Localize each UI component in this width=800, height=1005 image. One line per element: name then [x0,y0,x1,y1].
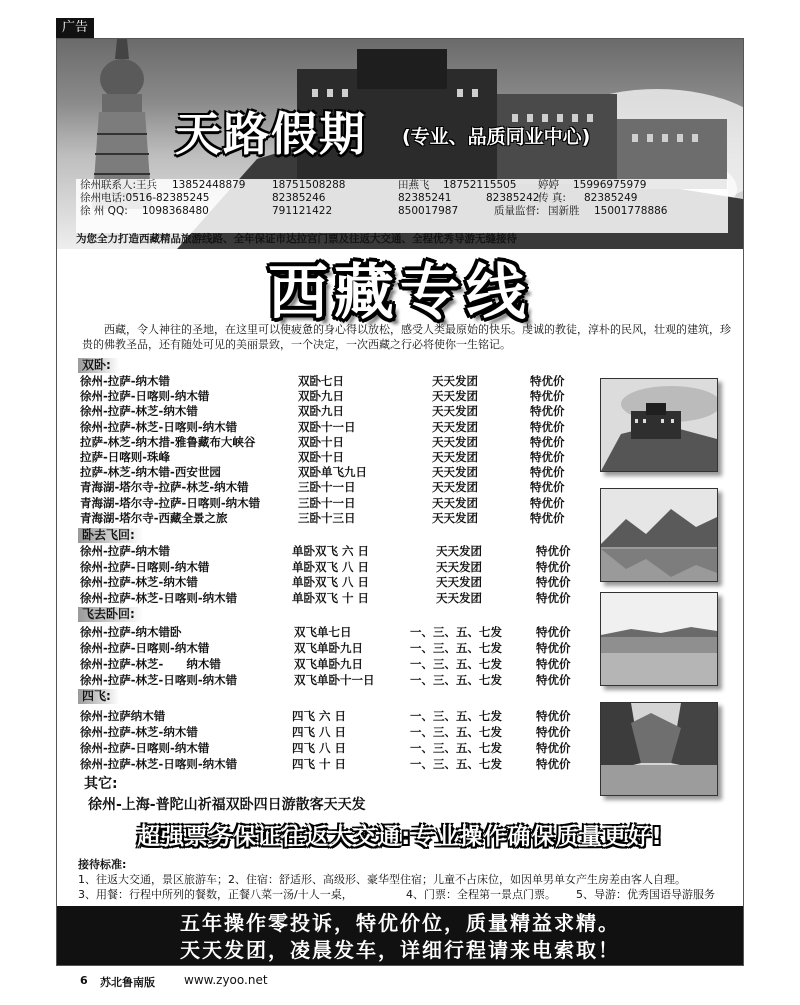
route-name: 徐州-拉萨-纳木错 [80,374,171,388]
qq-number: 1098368480 [142,205,209,217]
brand-subtitle: (专业、品质同业中心) [402,126,591,148]
route-departure: 一、三、五、七发 [410,709,502,723]
route-name: 徐州-拉萨-林芝-纳木错 [80,575,198,589]
route-departure: 天天发团 [432,374,478,388]
route-row [80,464,600,480]
website-link[interactable]: www.zyoo.net [184,973,268,987]
route-row [80,510,600,526]
route-duration: 三卧十一日 [298,480,356,495]
footer-banner [57,906,743,965]
route-departure: 一、三、五、七发 [410,625,502,639]
contact-phone: 13852448879 [172,179,246,191]
route-name: 拉萨-林芝-纳木错-西安世园 [80,465,221,480]
route-name: 青海湖-塔尔寺-西藏全景之旅 [80,510,228,525]
contact-phone: 82385242 [486,192,540,204]
route-row [80,574,600,590]
route-row [80,559,600,575]
contact-row [76,192,728,205]
contact-label: 徐 州 QQ: [80,205,128,217]
route-duration: 四飞 十 日 [292,757,347,771]
route-row [80,624,600,640]
contact-phone: 82385241 [398,192,452,204]
route-departure: 天天发团 [432,465,478,480]
route-duration: 单卧双飞 十 日 [292,590,370,605]
route-price: 特优价 [536,544,571,558]
route-price: 特优价 [530,465,565,480]
route-row [80,656,600,672]
route-duration: 双卧七日 [298,374,344,388]
route-name: 徐州-拉萨-林芝-日喀则-纳木错 [80,757,238,771]
supervision-label: 质量监督: [494,205,540,217]
photo-potala-palace [600,378,718,472]
route-departure: 天天发团 [436,559,482,574]
contact-row [76,179,728,192]
contact-name: 婷婷 [538,179,559,191]
route-row [80,640,600,656]
route-row [80,740,600,756]
contact-phone: 15996975979 [573,179,647,191]
ad-tag: 广告 [56,18,94,38]
route-price: 特优价 [530,510,565,525]
route-departure: 天天发团 [432,434,478,449]
route-duration: 四飞 六 日 [292,709,347,723]
route-duration: 双卧单飞九日 [298,465,367,480]
route-row [80,724,600,740]
route-row [80,479,600,495]
footer-line: 天天发团，凌晨发车，详细行程请来电索取！ [180,938,620,962]
route-departure: 天天发团 [436,544,482,558]
route-price: 特优价 [530,374,565,388]
qq-number: 850017987 [398,205,459,217]
route-row [80,543,600,559]
route-duration: 双卧九日 [298,404,344,419]
route-duration: 单卧双飞 八 日 [292,575,370,589]
route-row [80,419,600,435]
route-duration: 三卧十一日 [298,495,356,510]
route-row [80,388,600,404]
route-name: 徐州-拉萨-林芝-纳木错 [80,725,198,739]
route-price: 特优价 [530,480,565,495]
route-name: 徐州-拉萨-纳木错卧 [80,625,182,639]
route-departure: 天天发团 [432,419,478,434]
section-label-four-flights: 四飞: [78,689,119,704]
footer-line: 五年操作零投诉，特优价位，质量精益求精。 [180,911,620,935]
route-departure: 一、三、五、七发 [410,657,502,671]
qq-number: 791121422 [272,205,333,217]
route-name: 青海湖-塔尔寺-拉萨-林芝-纳木错 [80,480,249,495]
page-title: 西藏专线 [268,258,532,328]
route-name: 徐州-拉萨-林芝- 纳木错 [80,657,221,671]
route-name: 徐州-拉萨-日喀则-纳木错 [80,741,210,755]
contact-row [76,205,728,218]
route-price: 特优价 [536,575,571,589]
route-price: 特优价 [530,495,565,510]
standards-label: 接待标准: [78,858,127,871]
contact-name: 田燕飞 [398,179,430,191]
route-name: 徐州-拉萨-林芝-日喀则-纳木错 [80,673,238,687]
route-departure: 天天发团 [436,590,482,605]
route-departure: 一、三、五、七发 [410,641,502,655]
route-departure: 一、三、五、七发 [410,673,502,687]
route-name: 徐州-拉萨-纳木错 [80,544,171,558]
route-price: 特优价 [536,641,571,655]
route-duration: 双卧十日 [298,434,344,449]
contact-box [76,179,728,233]
standards-line: 4、门票：全程第一景点门票。 [406,888,556,901]
route-row [80,708,600,724]
route-row [80,756,600,772]
route-duration: 单卧双飞 八 日 [292,559,370,574]
route-price: 特优价 [530,389,565,404]
route-price: 特优价 [536,741,571,755]
route-name: 徐州-拉萨-日喀则-纳木错 [80,389,210,404]
standards-line: 3、用餐：行程中所列的餐数，正餐八菜一汤/十人一桌， [78,888,353,901]
route-departure: 一、三、五、七发 [410,725,502,739]
supervision-name: 国新胜 [548,205,580,217]
contact-phone: 82385246 [272,192,326,204]
route-price: 特优价 [530,419,565,434]
route-departure: 天天发团 [432,510,478,525]
section-label-double-sleeper: 双卧: [78,358,119,373]
route-departure: 一、三、五、七发 [410,757,502,771]
route-name: 徐州-拉萨-日喀则-纳木错 [80,559,210,574]
route-price: 特优价 [530,450,565,464]
contact-label: 徐州联系人:王兵 [80,179,158,191]
route-departure: 天天发团 [436,575,482,589]
route-duration: 三卧十三日 [298,510,356,525]
route-duration: 双飞单卧九日 [294,657,363,671]
other-label: 其它: [84,776,118,792]
route-duration: 四飞 八 日 [292,741,347,755]
publication-name: 苏北鲁南版 [100,976,155,989]
route-duration: 双飞单卧九日 [294,641,363,655]
route-departure: 天天发团 [432,450,478,464]
standards-line: 5、导游：优秀国语导游服务 [576,888,715,901]
fax-label: 传 真: [538,192,566,204]
route-price: 特优价 [536,559,571,574]
route-duration: 双飞单七日 [294,625,352,639]
intro-paragraph: 西藏，令人神往的圣地，在这里可以使疲惫的身心得以放松，感受人类最原始的快乐。虔诚的教徒，淳朴的民风，壮观的建筑，珍贵的佛教圣品，还有随处可见的美丽景致，一个决定，一次西藏之行必将使你一生铭记。 [82,323,731,351]
route-price: 特优价 [536,709,571,723]
route-duration: 双卧十一日 [298,419,356,434]
fax-number: 82385249 [584,192,638,204]
banner-slogan: 为您全力打造西藏精品旅游线路、全年保证市达拉宫门票及往返大交通、全程优秀导游无缝接待 [76,233,517,245]
route-price: 特优价 [536,590,571,605]
other-route: 徐州-上海-普陀山祈福双卧四日游散客天天发 [88,797,366,813]
route-row [80,495,600,511]
route-name: 徐州-拉萨-林芝-日喀则-纳木错 [80,419,238,434]
page-number: 6 [80,974,88,987]
route-departure: 天天发团 [432,495,478,510]
route-name: 青海湖-塔尔寺-拉萨-日喀则-纳木错 [80,495,261,510]
route-duration: 四飞 八 日 [292,725,347,739]
route-duration: 单卧双飞 六 日 [292,544,370,558]
route-row [80,449,600,465]
contact-phone: 18752115505 [443,179,517,191]
route-price: 特优价 [536,657,571,671]
route-name: 徐州-拉萨-林芝-日喀则-纳木错 [80,590,238,605]
route-departure: 天天发团 [432,480,478,495]
route-row [80,672,600,688]
photo-river-gorge [600,702,718,796]
route-price: 特优价 [536,625,571,639]
route-row [80,403,600,419]
supervision-phone: 15001778886 [594,205,668,217]
route-departure: 天天发团 [432,389,478,404]
route-duration: 双卧九日 [298,389,344,404]
standards-line: 1、往返大交通，景区旅游车；2、住宿：舒适形、高级形、豪华型住宿；儿童不占床位，如因单男单女产生房差由客人自理。 [78,873,686,886]
route-departure: 一、三、五、七发 [410,741,502,755]
photo-lake-mountains [600,488,718,582]
section-label-fly-sleeper: 飞去卧回: [78,607,143,622]
contact-phone: 18751508288 [272,179,346,191]
route-row [80,434,600,450]
route-name: 拉萨-日喀则-珠峰 [80,450,171,464]
route-name: 徐州-拉萨-日喀则-纳木错 [80,641,210,655]
route-price: 特优价 [536,673,571,687]
brand-name: 天路假期 [175,107,367,161]
guarantee-slogan: 超强票务保证往返大交通:专业操作确保质量更好! [137,824,663,850]
route-duration: 双飞单卧十一日 [294,673,375,687]
route-name: 徐州-拉萨纳木错 [80,709,166,723]
photo-lake-horizon [600,592,718,686]
route-price: 特优价 [536,725,571,739]
route-name: 徐州-拉萨-林芝-纳木错 [80,404,198,419]
route-price: 特优价 [530,434,565,449]
route-departure: 天天发团 [432,404,478,419]
contact-label: 徐州电话:0516-82385245 [80,192,210,204]
route-row [80,590,600,606]
section-label-sleeper-fly: 卧去飞回: [78,528,143,543]
route-row [80,373,600,389]
route-price: 特优价 [536,757,571,771]
route-name: 拉萨-林芝-纳木措-雅鲁藏布大峡谷 [80,434,256,449]
route-duration: 双卧十日 [298,450,344,464]
route-price: 特优价 [530,404,565,419]
